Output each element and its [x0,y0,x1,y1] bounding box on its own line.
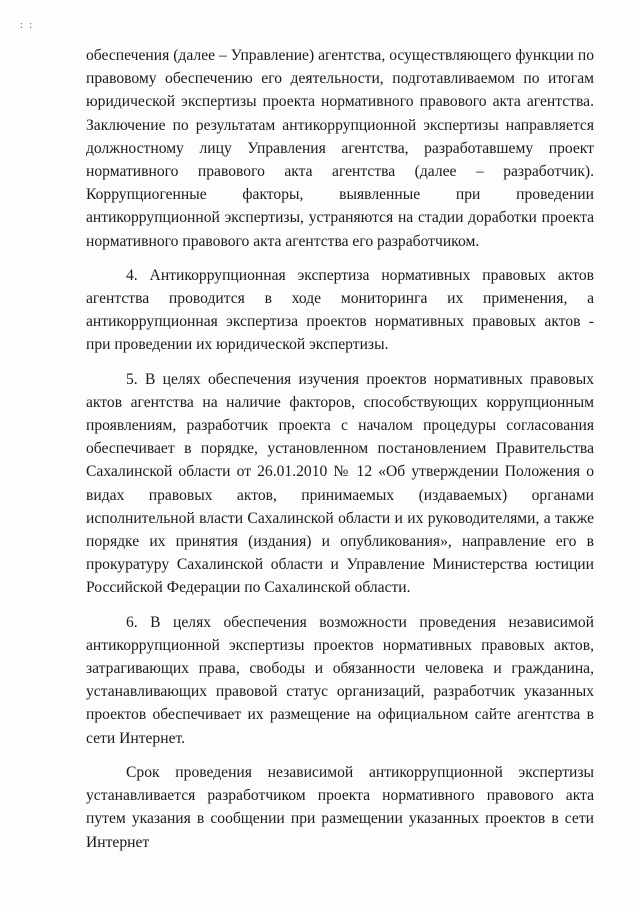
paragraph-item-5: 5. В целях обеспечения изучения проектов нормативных правовых актов агентства на наличие факторов, способствующих коррупционным проявлениям, разработчик проекта с началом процедуры согласования обеспечивает в порядке, установленном постановлением Правительства Сахалинской области от 26.01.2010 № 12 «Об утверждении Положения о видах правовых актов, принимаемых (издаваемых) органами исполнительной власти Сахалинской области и их руководителями, а также порядке их принятия (издания) и опубликования», направление его в прокуратуру Сахалинской области и Управление Министерства юстиции Российской Федерации по Сахалинской области. [86,370,594,597]
paragraph-item-6: 6. В целях обеспечения возможности проведения независимой антикоррупционной экспертизы проектов нормативных правовых актов, затрагивающих права, свободы и обязанности человека и гражданина, устанавливающих правовой статус организаций, разработчик указанных проектов обеспечивает их размещение на официальном сайте агентства в сети Интернет. [86,613,594,747]
paragraph-item-4: 4. Антикоррупционная экспертиза нормативных правовых актов агентства проводится в ходе мониторинга их применения, а антикоррупционная экспертиза проектов нормативных правовых актов - при проведении их юридической экспертизы. [86,266,594,354]
paragraph-continuation: обеспечения (далее – Управление) агентства, осуществляющего функции по правовому обеспечению его деятельности, подготавливаемом по итогам юридической экспертизы проекта нормативного правового акта агентства. Заключение по результатам антикоррупционной экспертизы направляется должностному лицу Управления агентства, разработавшему проект нормативного правового акта агентства (далее – разработчик). Коррупциогенные факторы, выявленные при проведении антикоррупционной экспертизы, устраняются на стадии доработки проекта нормативного правового акта агентства его разработчиком. [86,47,594,250]
margin-marks: : : [20,20,35,31]
paragraph-term: Срок проведения независимой антикоррупционной экспертизы устанавливается разработчиком проекта нормативного правового акта путем указания в сообщении при размещении указанных проектов в сети Интернет [86,763,594,851]
document-body [86,44,594,854]
